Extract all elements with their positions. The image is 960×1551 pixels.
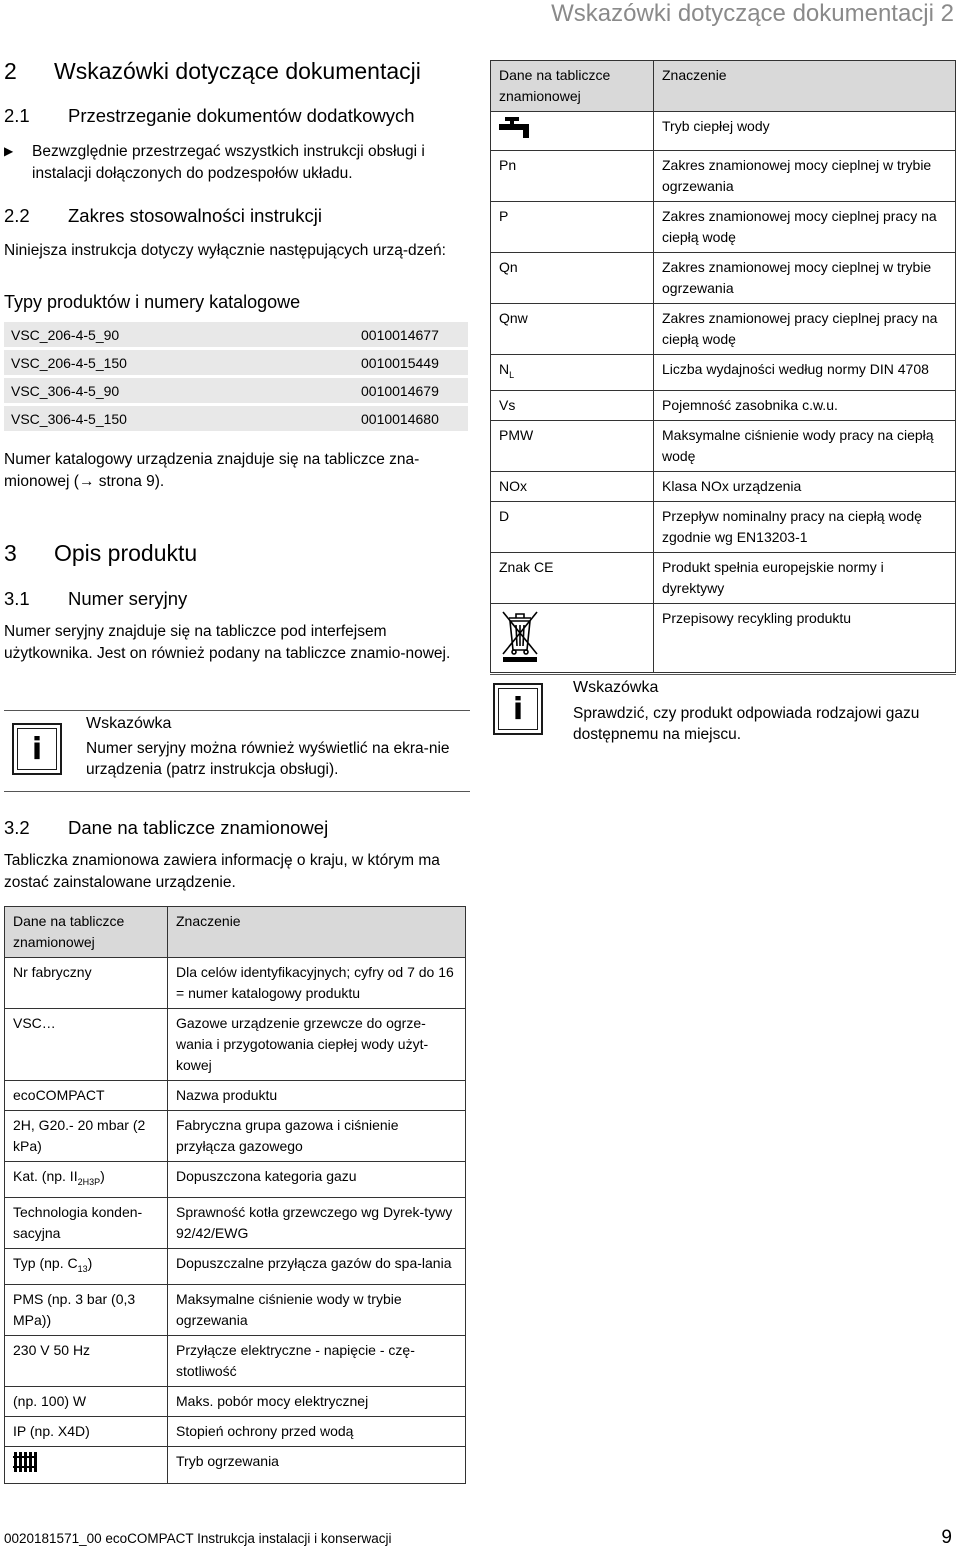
section-number: 2.2 (4, 205, 30, 226)
table-row (5, 958, 466, 1009)
key-cell (5, 1446, 168, 1483)
key-cell: Pn (491, 151, 654, 202)
value-cell: Produkt spełnia europejskie normy i dyrektywy (654, 552, 956, 603)
key-cell: Technologia konden-sacyjna (5, 1197, 168, 1248)
key-cell: ecoCOMPACT (5, 1081, 168, 1111)
key-cell: (np. 100) W (5, 1386, 168, 1416)
value-cell: Stopień ochrony przed wodą (168, 1416, 466, 1446)
paragraph: Numer seryjny znajduje się na tabliczce pod interfejsem użytkownika. Jest on również podany na tabliczce znamio-nowej. (4, 623, 451, 662)
table-row (491, 390, 956, 420)
section-number: 2.1 (4, 105, 30, 126)
key-cell: Znak CE (491, 552, 654, 603)
table-row (491, 253, 956, 304)
column-header: Znaczenie (654, 61, 956, 112)
bullet-text: Bezwzględnie przestrzegać wszystkich instrukcji obsługi i instalacji dołączonych do podzespołów układu. (32, 143, 425, 182)
table-row (5, 1416, 466, 1446)
value-cell: Gazowe urządzenie grzewcze do ogrze-wania i przygotowania ciepłej wody użyt-kowej (168, 1009, 466, 1081)
section-number: 2 (4, 58, 17, 84)
section-number: 3.2 (4, 817, 30, 838)
key-cell: Qn (491, 253, 654, 304)
product-type: VSC_206-4-5_90 (4, 322, 351, 349)
section-3-2-heading (4, 817, 328, 839)
nameplate-table-right (490, 60, 956, 673)
page-number: 9 (941, 1527, 952, 1548)
value-cell: Liczba wydajności według normy DIN 4708 (654, 355, 956, 391)
table-row (4, 349, 468, 377)
section-2-1-heading (4, 105, 415, 127)
note-title: Wskazówka (573, 679, 659, 696)
column-header: Dane na tabliczce znamionowej (491, 61, 654, 112)
section-3-heading (4, 540, 197, 567)
note-box (490, 674, 956, 765)
section-number: 3.1 (4, 588, 30, 609)
section-title: Numer seryjny (68, 588, 188, 609)
info-icon: i (493, 683, 543, 735)
section-2-2-heading (4, 205, 322, 227)
running-header: Wskazówki dotyczące dokumentacji 2 (551, 0, 954, 27)
section-title: Zakres stosowalności instrukcji (68, 205, 322, 226)
footer-doc-id: 0020181571_00 ecoCOMPACT Instrukcja instalacji i konserwacji (4, 1531, 392, 1546)
value-cell: Zakres znamionowej mocy cieplnej pracy na ciepłą wodę (654, 202, 956, 253)
value-cell: Przyłącze elektryczne - napięcie - czę-stotliwość (168, 1335, 466, 1386)
value-cell: Sprawność kotła grzewczego wg Dyrek-tywy 92/42/EWG (168, 1197, 466, 1248)
product-table (4, 322, 468, 434)
product-code: 0010015449 (351, 349, 468, 377)
key-cell: Kat. (np. $II_{2H3P}$) (5, 1162, 168, 1198)
table-row (491, 552, 956, 603)
value-cell: Maksymalne ciśnienie wody w trybie ogrzewania (168, 1284, 466, 1335)
value-cell: Zakres znamionowej pracy cieplnej pracy na ciepłą wodę (654, 304, 956, 355)
value-cell: Dopuszczalne przyłącza gazów do spa-lania (168, 1248, 466, 1284)
table-row (5, 1248, 466, 1284)
section-title: Dane na tabliczce znamionowej (68, 817, 329, 838)
table-row (5, 1386, 466, 1416)
product-type: VSC_306-4-5_90 (4, 377, 351, 405)
value-cell: Zakres znamionowej mocy cieplnej w trybie ogrzewania (654, 253, 956, 304)
tap-icon (499, 116, 535, 140)
key-cell: 2H, G20.- 20 mbar (2 kPa) (5, 1111, 168, 1162)
radiator-icon (13, 1451, 37, 1473)
key-cell: VSC… (5, 1009, 168, 1081)
table-row (491, 501, 956, 552)
table-row (491, 355, 956, 391)
section-2-heading (4, 58, 421, 85)
key-cell: IP (np. X4D) (5, 1416, 168, 1446)
note-title: Wskazówka (86, 715, 172, 732)
value-cell: Pojemność zasobnika c.w.u. (654, 390, 956, 420)
key-cell: Nr fabryczny (5, 958, 168, 1009)
table-row (4, 377, 468, 405)
product-code: 0010014677 (351, 322, 468, 349)
key-cell (491, 603, 654, 672)
paragraph: Tabliczka znamionowa zawiera informację o kraju, w którym ma zostać zainstalowane urządzenie. (4, 852, 440, 891)
table-row (491, 151, 956, 202)
note-text: Numer seryjny można również wyświetlić na ekra-nie urządzenia (patrz instrukcja obsługi). (86, 740, 450, 778)
paragraph: Numer katalogowy urządzenia znajduje się na tabliczce zna-mionowej (→ strona 9). (4, 451, 420, 490)
product-code: 0010014680 (351, 405, 468, 433)
section-title: Opis produktu (54, 540, 198, 566)
section-number: 3 (4, 540, 17, 566)
key-cell (491, 112, 654, 151)
table-row (5, 1081, 466, 1111)
bullet-item (4, 141, 472, 184)
table-row (491, 112, 956, 151)
subheading: Typy produktów i numery katalogowe (4, 292, 301, 312)
key-cell: 230 V 50 Hz (5, 1335, 168, 1386)
table-row (491, 304, 956, 355)
key-cell: $N_L$ (491, 355, 654, 391)
value-cell: Maksymalne ciśnienie wody pracy na ciepłą wodę (654, 420, 956, 471)
product-code: 0010014679 (351, 377, 468, 405)
table-header-row (491, 61, 956, 112)
key-cell: Typ (np. $C_{13}$) (5, 1248, 168, 1284)
key-cell: PMW (491, 420, 654, 471)
section-title: Przestrzeganie dokumentów dodatkowych (68, 105, 415, 126)
note-text: Sprawdzić, czy produkt odpowiada rodzajowi gazu dostępnemu na miejscu. (573, 705, 920, 743)
key-cell: Vs (491, 390, 654, 420)
paragraph: Niniejsza instrukcja dotyczy wyłącznie następujących urzą-dzeń: (4, 242, 446, 259)
info-icon: i (12, 723, 62, 775)
value-cell: Maks. pobór mocy elektrycznej (168, 1386, 466, 1416)
weee-bin-icon (499, 608, 541, 662)
value-cell: Dopuszczona kategoria gazu (168, 1162, 466, 1198)
table-row (5, 1335, 466, 1386)
value-cell: Nazwa produktu (168, 1081, 466, 1111)
table-row (5, 1111, 466, 1162)
value-cell: Klasa NOx urządzenia (654, 471, 956, 501)
bullet-arrow-icon: ▶ (4, 144, 14, 158)
key-cell: PMS (np. 3 bar (0,3 MPa)) (5, 1284, 168, 1335)
key-cell: Qnw (491, 304, 654, 355)
value-cell: Przepisowy recykling produktu (654, 603, 956, 672)
product-type: VSC_206-4-5_150 (4, 349, 351, 377)
value-cell: Tryb ogrzewania (168, 1446, 466, 1483)
key-cell: D (491, 501, 654, 552)
table-row (5, 1162, 466, 1198)
table-row (4, 322, 468, 349)
table-row (491, 202, 956, 253)
table-row (5, 1197, 466, 1248)
key-cell: NOx (491, 471, 654, 501)
section-title: Wskazówki dotyczące dokumentacji (54, 58, 421, 84)
column-header: Dane na tabliczce znamionowej (5, 907, 168, 958)
value-cell: Tryb ciepłej wody (654, 112, 956, 151)
value-cell: Zakres znamionowej mocy cieplnej w trybie ogrzewania (654, 151, 956, 202)
section-3-1-heading (4, 588, 187, 610)
table-row (491, 420, 956, 471)
table-row (5, 1009, 466, 1081)
product-type: VSC_306-4-5_150 (4, 405, 351, 433)
note-box (4, 710, 470, 792)
table-header-row (5, 907, 466, 958)
table-row (491, 471, 956, 501)
nameplate-table-left (4, 906, 466, 1484)
column-header: Znaczenie (168, 907, 466, 958)
value-cell: Przepływ nominalny pracy na ciepłą wodę zgodnie wg EN13203-1 (654, 501, 956, 552)
value-cell: Fabryczna grupa gazowa i ciśnienie przyłącza gazowego (168, 1111, 466, 1162)
table-row (5, 1446, 466, 1483)
table-row (4, 405, 468, 433)
value-cell: Dla celów identyfikacyjnych; cyfry od 7 do 16 = numer katalogowy produktu (168, 958, 466, 1009)
table-row (491, 603, 956, 672)
table-row (5, 1284, 466, 1335)
key-cell: P (491, 202, 654, 253)
